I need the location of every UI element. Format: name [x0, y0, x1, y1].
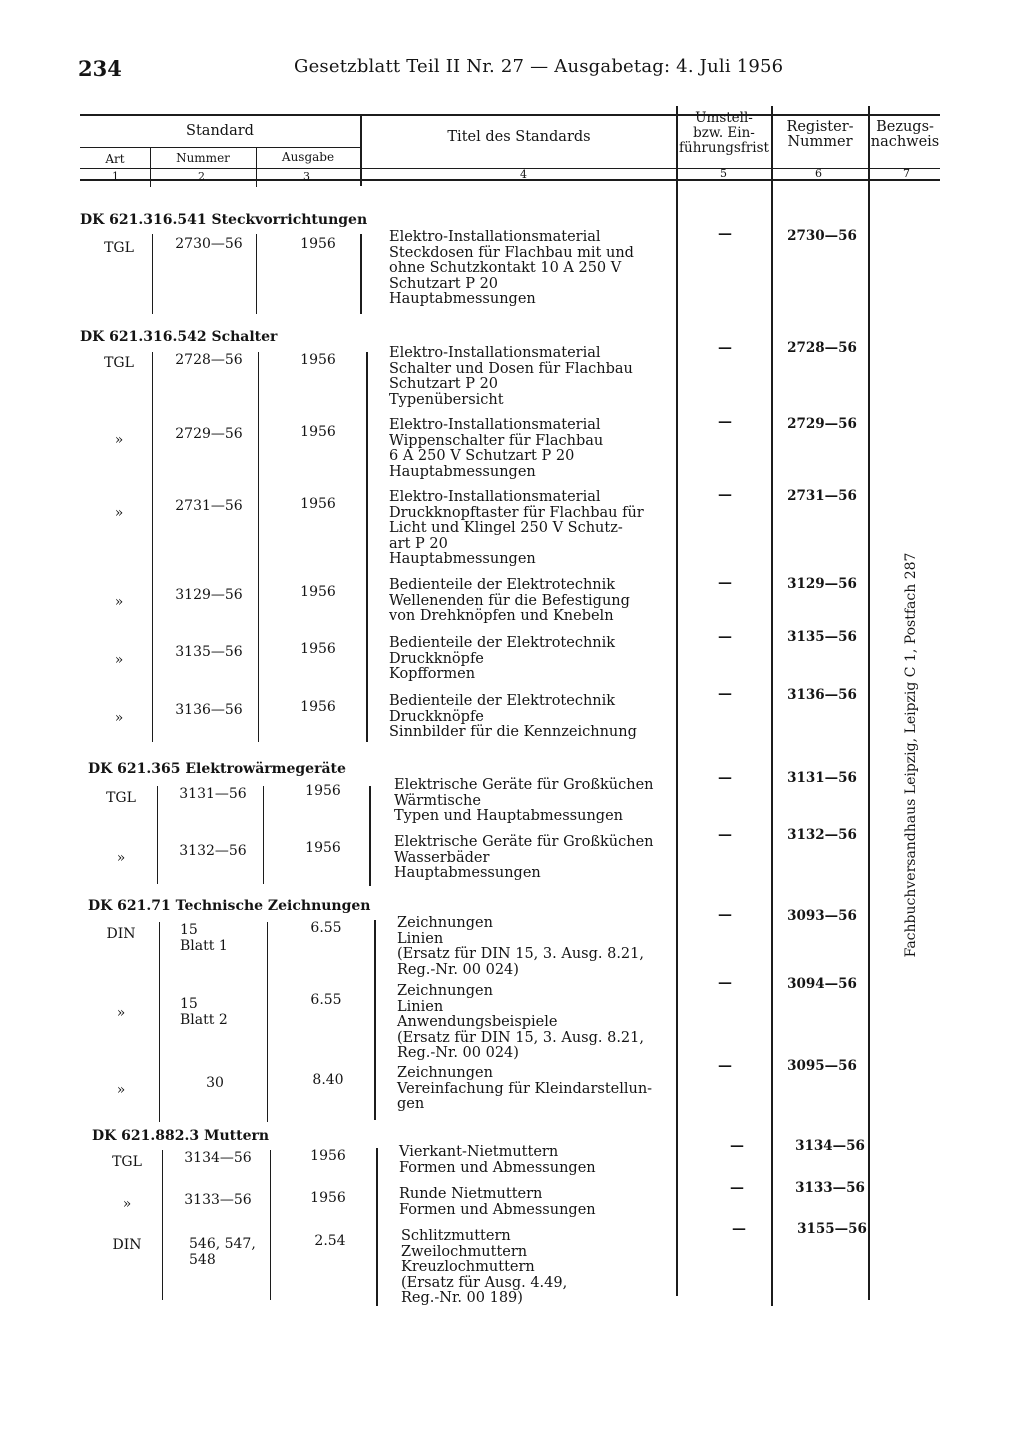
section-heading: DK 621.71 Technische Zeichnungen [88, 898, 371, 914]
cell-frist: — [730, 1138, 744, 1154]
cell-nummer: 3136—56 [175, 702, 243, 718]
row-divider [256, 234, 257, 314]
col-number-1: 1 [112, 170, 119, 183]
cell-frist: — [732, 1221, 746, 1237]
cell-art: TGL [104, 355, 134, 371]
cell-frist: — [718, 487, 732, 503]
section-heading: DK 621.316.542 Schalter [80, 329, 278, 345]
cell-art: » [114, 652, 124, 668]
cell-ausgabe: 1956 [300, 352, 336, 368]
cell-ausgabe: 1956 [310, 1190, 346, 1206]
cell-ausgabe: 1956 [310, 1148, 346, 1164]
header-art: Art [105, 152, 125, 166]
cell-titel: Zeichnungen Linien (Ersatz für DIN 15, 3. Ausg. 8.21, Reg.-Nr. 00 024) [397, 915, 644, 978]
cell-nummer: 3132—56 [179, 843, 247, 859]
cell-ausgabe: 1956 [300, 236, 336, 252]
header-bezug-line-1: Bezugs- [876, 119, 934, 135]
cell-ausgabe: 1956 [300, 496, 336, 512]
row-divider [162, 1150, 163, 1300]
cell-titel: Bedienteile der Elektrotechnik Druckknöpfe Kopfformen [389, 635, 616, 683]
cell-titel: Schlitzmuttern Zweilochmuttern Kreuzlochmuttern (Ersatz für Ausg. 4.49, Reg.-Nr. 00 189) [401, 1228, 568, 1307]
cell-titel: Elektro-Installationsmaterial Steckdosen für Flachbau mit und ohne Schutzkontakt 10 A 250 V Schutzart P 20 Hauptabmessungen [389, 229, 634, 308]
cell-titel: Elektro-Installationsmaterial Schalter und Dosen für Flachbau Schutzart P 20 Typenübersicht [389, 345, 633, 408]
cell-register: 2731—56 [787, 488, 857, 504]
cell-art: » [114, 432, 124, 448]
cell-ausgabe: 6.55 [310, 992, 342, 1008]
cell-art: TGL [106, 790, 136, 806]
cell-art: » [116, 1082, 126, 1098]
header-umstell-line-3: führungsfrist [679, 140, 769, 156]
col-divider-3-header [360, 114, 362, 186]
cell-nummer: 3134—56 [184, 1150, 252, 1166]
row-divider [152, 352, 153, 742]
table-top-rule [80, 114, 940, 116]
row-divider [263, 786, 264, 884]
cell-titel: Bedienteile der Elektrotechnik Druckknöpfe Sinnbilder für die Kennzeichnung [389, 693, 637, 741]
standard-sub-rule [80, 147, 360, 148]
cell-art: TGL [112, 1154, 142, 1170]
cell-nummer: 3133—56 [184, 1192, 252, 1208]
cell-art: » [114, 710, 124, 726]
cell-ausgabe: 1956 [300, 424, 336, 440]
row-divider [374, 920, 376, 1120]
cell-art: DIN [106, 926, 136, 942]
bezugsnachweis-text: Fachbuchversandhaus Leipzig, Leipzig C 1, Postfach 287 [903, 552, 919, 958]
header-standard: Standard [186, 123, 254, 139]
cell-ausgabe: 6.55 [310, 920, 342, 936]
header-register-line-1: Register- [786, 119, 854, 135]
row-divider [267, 922, 268, 1122]
cell-titel: Elektrische Geräte für Großküchen Wasserbäder Hauptabmessungen [394, 834, 654, 882]
cell-art: » [116, 1005, 126, 1021]
col-divider-register [771, 106, 773, 1306]
cell-register: 2728—56 [787, 340, 857, 356]
cell-frist: — [718, 975, 732, 991]
cell-art: » [114, 594, 124, 610]
cell-frist: — [718, 414, 732, 430]
cell-frist: — [718, 770, 732, 786]
cell-register: 3134—56 [795, 1138, 865, 1154]
cell-art: DIN [112, 1237, 142, 1253]
col-number-4: 4 [520, 168, 527, 181]
cell-register: 3155—56 [797, 1221, 867, 1237]
cell-register: 3132—56 [787, 827, 857, 843]
header-register-line-2: Nummer [787, 134, 853, 150]
cell-frist: — [718, 907, 732, 923]
row-divider [270, 1150, 271, 1300]
cell-ausgabe: 1956 [300, 699, 336, 715]
cell-nummer: 3135—56 [175, 644, 243, 660]
cell-register: 3094—56 [787, 976, 857, 992]
row-divider [369, 786, 371, 886]
cell-titel: Zeichnungen Linien Anwendungsbeispiele (Ersatz für DIN 15, 3. Ausg. 8.21, Reg.-Nr. 00 024) [397, 983, 644, 1062]
cell-frist: — [718, 686, 732, 702]
header-bezug-line-2: nachweis [870, 134, 940, 150]
cell-ausgabe: 1956 [305, 783, 341, 799]
cell-frist: — [718, 226, 732, 242]
cell-register: 3093—56 [787, 908, 857, 924]
header-titel: Titel des Standards [447, 129, 591, 145]
row-divider [360, 234, 362, 314]
row-divider [258, 352, 259, 742]
cell-register: 2729—56 [787, 416, 857, 432]
section-heading: DK 621.882.3 Muttern [92, 1128, 270, 1144]
cell-nummer: 3129—56 [175, 587, 243, 603]
cell-frist: — [718, 827, 732, 843]
cell-titel: Elektro-Installationsmaterial Wippenschalter für Flachbau 6 A 250 V Schutzart P 20 Hauptabmessungen [389, 417, 604, 480]
cell-titel: Vierkant-Nietmuttern Formen und Abmessungen [399, 1144, 596, 1176]
header-bezug [869, 120, 941, 150]
cell-art: » [122, 1196, 132, 1212]
row-divider [366, 352, 368, 742]
cell-register: 3136—56 [787, 687, 857, 703]
cell-nummer: 15 Blatt 2 [180, 996, 228, 1028]
cell-nummer: 2730—56 [175, 236, 243, 252]
cell-nummer: 2731—56 [175, 498, 243, 514]
header-umstell-line-2: bzw. Ein- [693, 125, 755, 141]
col-divider-bezug [868, 106, 870, 1300]
row-divider [152, 234, 153, 314]
section-heading: DK 621.365 Elektrowärmegeräte [88, 761, 346, 777]
cell-nummer: 30 [206, 1075, 224, 1091]
row-divider [376, 1148, 378, 1306]
cell-ausgabe: 8.40 [312, 1072, 344, 1088]
cell-titel: Bedienteile der Elektrotechnik Wellenenden für die Befestigung von Drehknöpfen und Knebeln [389, 577, 630, 625]
cell-ausgabe: 1956 [305, 840, 341, 856]
cell-frist: — [718, 629, 732, 645]
col-number-3: 3 [303, 170, 310, 183]
page-number: 234 [78, 56, 122, 81]
cell-art: TGL [104, 240, 134, 256]
cell-register: 3133—56 [795, 1180, 865, 1196]
cell-nummer: 15 Blatt 1 [180, 922, 228, 954]
cell-register: 3095—56 [787, 1058, 857, 1074]
cell-frist: — [718, 340, 732, 356]
cell-titel: Zeichnungen Vereinfachung für Kleindarstellun- gen [397, 1065, 653, 1113]
header-umstell-line-1: Umstell- [695, 110, 753, 126]
cell-nummer: 2729—56 [175, 426, 243, 442]
cell-frist: — [718, 1058, 732, 1074]
row-divider [157, 786, 158, 884]
header-bottom-rule [80, 179, 940, 181]
cell-frist: — [718, 575, 732, 591]
cell-ausgabe: 1956 [300, 584, 336, 600]
cell-art: » [114, 505, 124, 521]
cell-frist: — [730, 1180, 744, 1196]
col-divider-frist [676, 106, 678, 1296]
col-number-7: 7 [903, 167, 910, 180]
header-register [772, 120, 868, 150]
header-umstell [677, 111, 771, 156]
cell-register: 3129—56 [787, 576, 857, 592]
col-number-5: 5 [720, 167, 727, 180]
col-number-6: 6 [815, 167, 822, 180]
cell-titel: Elektrische Geräte für Großküchen Wärmtische Typen und Hauptabmessungen [394, 777, 654, 825]
cell-nummer: 3131—56 [179, 786, 247, 802]
cell-art: » [116, 850, 126, 866]
row-divider [159, 922, 160, 1122]
cell-nummer: 2728—56 [175, 352, 243, 368]
col-number-2: 2 [198, 170, 205, 183]
page-header: Gesetzblatt Teil II Nr. 27 — Ausgabetag: 4. Juli 1956 [294, 56, 784, 77]
cell-titel: Elektro-Installationsmaterial Druckknopftaster für Flachbau für Licht und Klingel 250 V Schutz- art P 20 Hauptabmessungen [389, 489, 644, 568]
cell-register: 2730—56 [787, 228, 857, 244]
cell-nummer: 546, 547, 548 [189, 1236, 256, 1268]
header-mid-rule [80, 168, 940, 169]
header-nummer: Nummer [176, 151, 230, 165]
cell-register: 3135—56 [787, 629, 857, 645]
cell-titel: Runde Nietmuttern Formen und Abmessungen [399, 1186, 596, 1218]
header-ausgabe: Ausgabe [281, 150, 335, 164]
cell-ausgabe: 2.54 [314, 1233, 346, 1249]
cell-ausgabe: 1956 [300, 641, 336, 657]
section-heading: DK 621.316.541 Steckvorrichtungen [80, 212, 368, 228]
cell-register: 3131—56 [787, 770, 857, 786]
